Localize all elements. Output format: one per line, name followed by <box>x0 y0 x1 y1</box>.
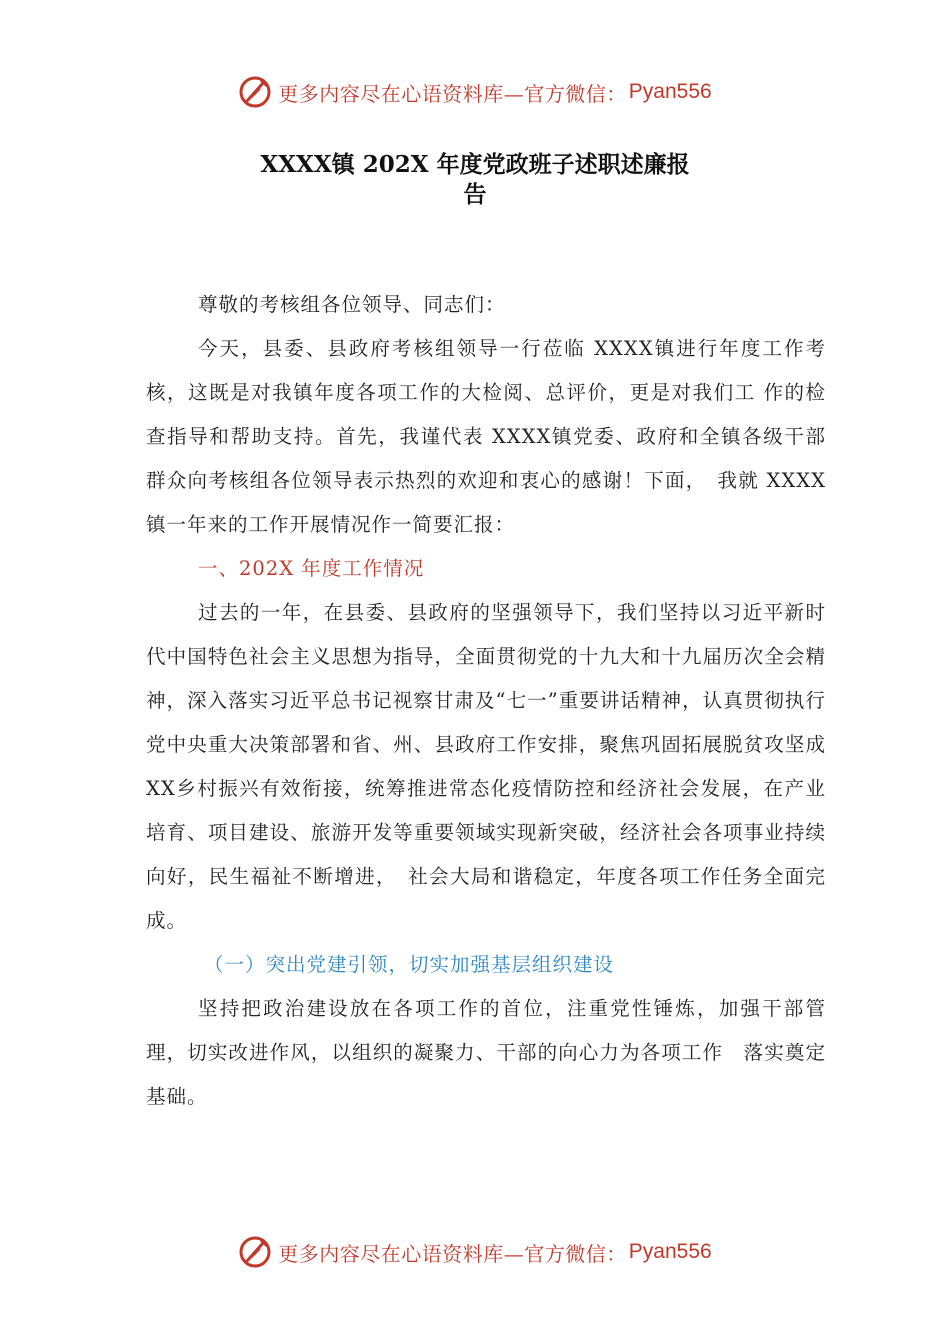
header-watermark-banner <box>0 72 950 112</box>
document-title <box>0 150 950 210</box>
paragraph-summary: 过去的一年，在县委、县政府的坚强领导下，我们坚持以习近平新时代中国特色社会主义思想为指导，全面贯彻党的十九大和十九届历次全会精神，深入落实习近平总书记视察甘肃及“七一”重要讲话精神，认真贯彻执行党中央重大决策部署和省、州、县政府工作安排，聚焦巩固拓展脱贫攻坚成XX乡村振兴有效衔接，统筹推进常态化疫情防控和经济社会发展，在产业培育、项目建设、旅游开发等重要领域实现新突破，经济社会各项事业持续向好，民生福祉不断增进， 社会大局和谐稳定，年度各项工作任务全面完成。 <box>146 601 826 932</box>
title-line-2: 告 <box>463 181 487 208</box>
banner-wechat-id: Pyan556 <box>628 80 712 103</box>
banner-wechat-id: Pyan556 <box>628 1240 712 1263</box>
quill-logo-icon <box>238 75 272 109</box>
footer-watermark-banner <box>0 1232 950 1272</box>
section-heading-1: 一、202X 年度工作情况 <box>198 557 425 580</box>
banner-text: 更多内容尽在心语资料库—官方微信： <box>278 81 627 106</box>
paragraph-intro: 今天，县委、县政府考核组领导一行莅临 XXXX镇进行年度工作考核，这既是对我镇年度各项工作的大检阅、总评价，更是对我们工 作的检查指导和帮助支持。首先，我谨代表 XXXX镇党委、政府和全镇各级干部群众向考核组各位领导表示热烈的欢迎和衷心的感谢！下面， 我就 XXXX镇一年来的工作开展情况作一简要汇报： <box>146 337 826 536</box>
paragraph-party-building: 坚持把政治建设放在各项工作的首位，注重党性锤炼，加强干部管理，切实改进作风，以组织的凝聚力、干部的向心力为各项工作 落实奠定基础。 <box>146 997 826 1108</box>
banner-text: 更多内容尽在心语资料库—官方微信： <box>278 1241 627 1266</box>
greeting: 尊敬的考核组各位领导、同志们： <box>198 293 506 316</box>
document-body <box>146 283 826 1119</box>
subsection-heading-1: （一）突出党建引领，切实加强基层组织建设 <box>204 953 615 976</box>
quill-logo-icon <box>238 1235 272 1269</box>
title-line-1: XXXX镇 202X 年度党政班子述职述廉报 <box>260 151 690 178</box>
